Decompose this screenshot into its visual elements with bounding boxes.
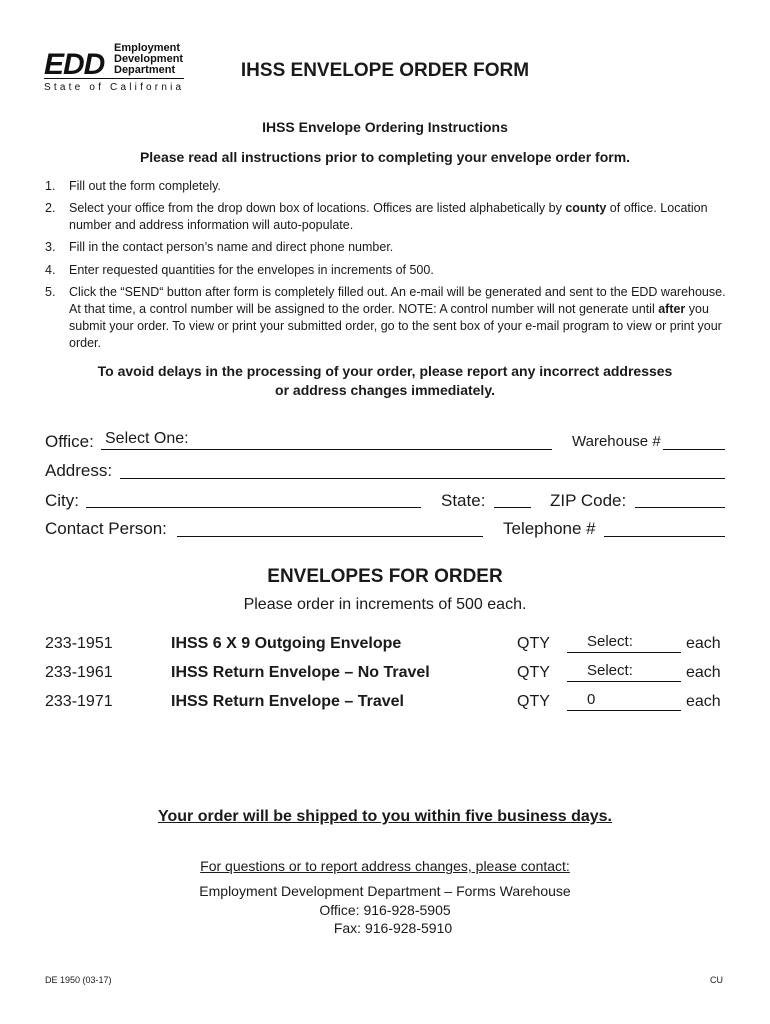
qty-select[interactable]: Select: — [587, 662, 633, 679]
envelopes-heading: ENVELOPES FOR ORDER — [267, 566, 503, 587]
each-label: each — [686, 664, 721, 681]
footer-code: CU — [710, 975, 723, 985]
state-field[interactable] — [494, 507, 531, 508]
envelope-code: 233-1961 — [45, 664, 113, 681]
envelope-code: 233-1951 — [45, 635, 113, 652]
envelope-name: IHSS Return Envelope – Travel — [171, 693, 404, 710]
address-label: Address: — [45, 461, 113, 480]
logo-state: State of California — [44, 82, 185, 93]
contact-person-field[interactable] — [177, 536, 483, 537]
warning-line-2: or address changes immediately. — [275, 382, 495, 398]
instruction-number: 3. — [45, 240, 56, 254]
qty-field-line — [567, 710, 681, 711]
contact-fax: Fax: 916-928-5910 — [333, 920, 453, 936]
instructions-heading: IHSS Envelope Ordering Instructions — [262, 119, 508, 135]
instruction-number: 4. — [45, 263, 56, 277]
envelope-code: 233-1971 — [45, 693, 113, 710]
city-label: City: — [45, 491, 79, 510]
instruction-text: Enter requested quantities for the envelopes in increments of 500. — [69, 263, 434, 277]
qty-field-line — [567, 681, 681, 682]
qty-label: QTY — [517, 664, 550, 681]
qty-select[interactable]: Select: — [587, 633, 633, 650]
each-label: each — [686, 693, 721, 710]
instruction-text: Fill out the form completely. — [69, 179, 221, 193]
instructions-subheading: Please read all instructions prior to completing your envelope order form. — [139, 149, 631, 165]
address-field[interactable] — [120, 478, 725, 479]
office-field-line — [101, 449, 552, 450]
contact-person-label: Contact Person: — [45, 519, 167, 538]
zip-label: ZIP Code: — [550, 491, 627, 510]
warehouse-label: Warehouse # — [572, 433, 661, 450]
form-id: DE 1950 (03-17) — [45, 975, 112, 985]
qty-label: QTY — [517, 693, 550, 710]
qty-input[interactable]: 0 — [587, 691, 596, 708]
office-label: Office: — [45, 432, 94, 451]
instruction-number: 5. — [45, 285, 56, 299]
each-label: each — [686, 635, 721, 652]
office-select[interactable]: Select One: — [105, 430, 189, 447]
contact-office-phone: Office: 916-928-5905 — [319, 902, 451, 918]
page-title: IHSS ENVELOPE ORDER FORM — [240, 60, 530, 81]
qty-label: QTY — [517, 635, 550, 652]
qty-field-line — [567, 652, 681, 653]
envelope-name: IHSS 6 X 9 Outgoing Envelope — [171, 635, 402, 652]
shipping-note: Your order will be shipped to you within five business days. — [158, 808, 612, 825]
contact-org: Employment Development Department – Forms Warehouse — [199, 883, 571, 899]
zip-field[interactable] — [635, 507, 725, 508]
envelope-name: IHSS Return Envelope – No Travel — [171, 664, 430, 681]
logo-line-3: Department — [114, 64, 176, 76]
state-label: State: — [441, 491, 486, 510]
telephone-field[interactable] — [604, 536, 725, 537]
telephone-label: Telephone # — [503, 519, 596, 538]
logo-line-2: Development — [114, 53, 184, 65]
warning-line-1: To avoid delays in the processing of your order, please report any incorrect addresses — [97, 363, 673, 379]
warehouse-field[interactable] — [663, 449, 725, 450]
instruction-number: 1. — [45, 179, 56, 193]
instruction-number: 2. — [45, 201, 56, 215]
city-field[interactable] — [86, 507, 421, 508]
instruction-text: Click the “SEND“ button after form is completely filled out. An e-mail will be generated and sent to the EDD warehouse. At that time, a control number will be assigned to the order. NOTE: A control number will not generate until after you submit your order. To view or print your submitted order, go to the sent box of your e-mail program to view or print your order. — [69, 285, 726, 350]
instruction-text: Select your office from the drop down box of locations. Offices are listed alphabetically by county of office. Location number and address information will auto-populate. — [69, 201, 708, 232]
instruction-text: Fill in the contact person’s name and direct phone number. — [69, 240, 394, 254]
logo-abbrev: EDD — [44, 48, 105, 81]
envelopes-subheading: Please order in increments of 500 each. — [243, 596, 527, 613]
contact-heading: For questions or to report address changes, please contact: — [200, 858, 570, 874]
logo-line-1: Employment — [114, 42, 181, 54]
